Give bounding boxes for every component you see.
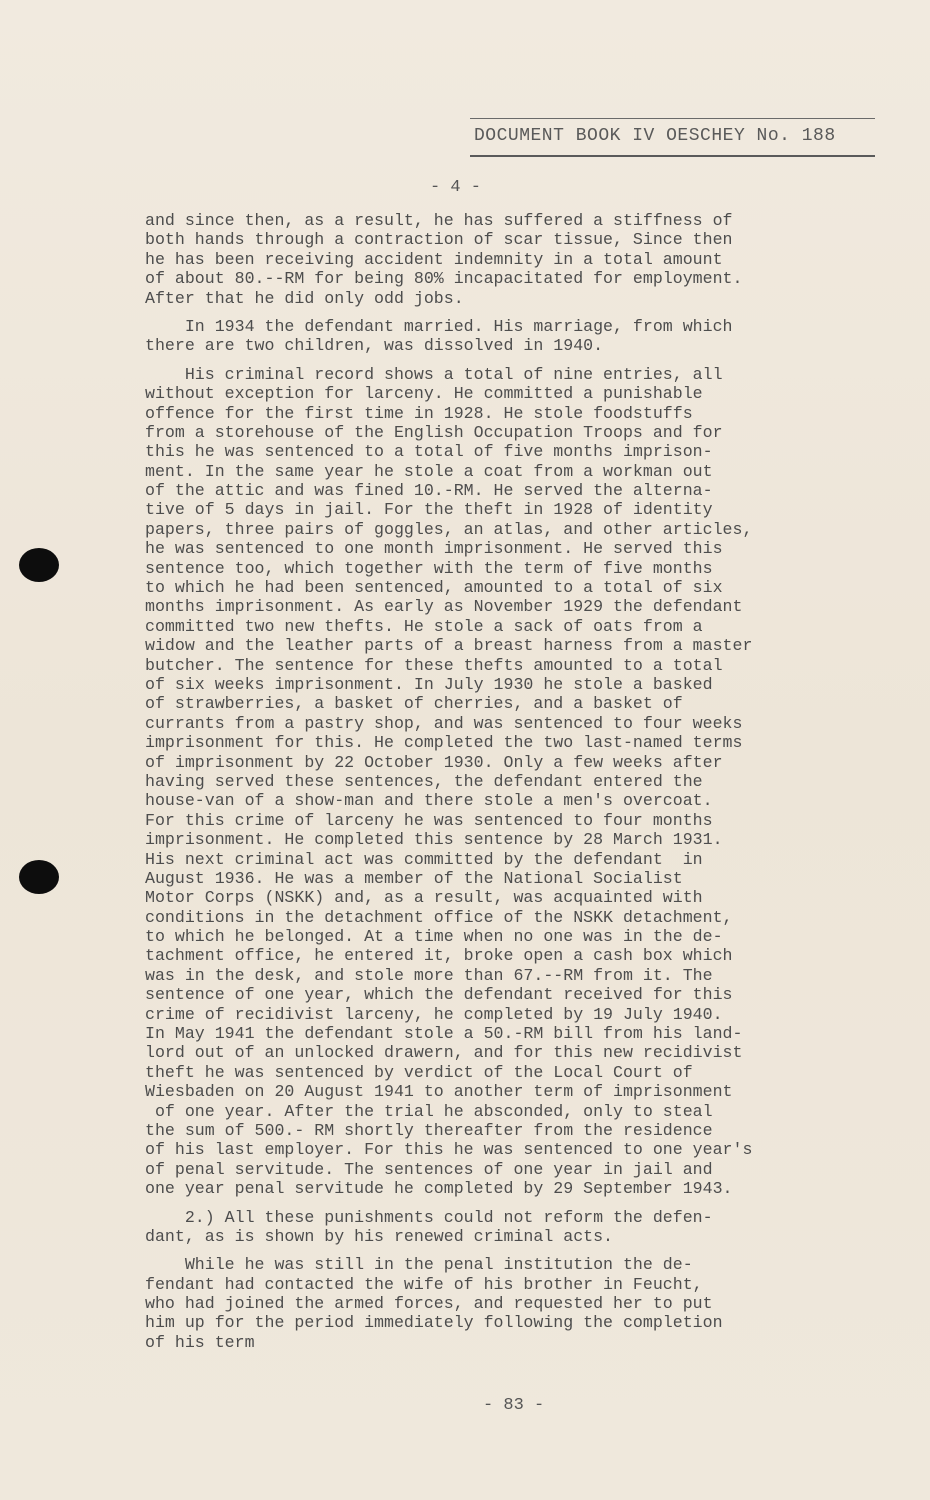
text-line: conditions in the detachment office of the NSKK detachment,: [145, 907, 733, 927]
text-line: of his last employer. For this he was sentenced to one year's: [145, 1140, 753, 1160]
text-line: and since then, as a result, he has suffered a stiffness of: [145, 211, 733, 230]
text-line: one year penal servitude he completed by 29 September 1943.: [145, 1179, 733, 1199]
text-line: In 1934 the defendant married. His marriage, from which: [145, 316, 733, 336]
text-line: from a storehouse of the English Occupation Troops and for: [145, 422, 723, 442]
text-line: currants from a pastry shop, and was sentenced to four weeks: [145, 713, 743, 733]
text-line: of strawberries, a basket of cherries, and a basket of: [145, 694, 683, 714]
text-line: of six weeks imprisonment. In July 1930 he stole a basked: [145, 674, 713, 694]
paragraph: [145, 365, 885, 1199]
text-line: sentence too, which together with the term of five months: [145, 558, 713, 578]
text-line: house-van of a show-man and there stole a men's overcoat.: [145, 791, 713, 811]
body-text: [145, 211, 885, 1352]
paragraph-gap: [145, 1246, 885, 1255]
text-line: August 1936. He was a member of the National Socialist: [145, 868, 683, 888]
paragraph-gap: [145, 308, 885, 317]
text-line: months imprisonment. As early as November 1929 the defendant: [145, 597, 743, 617]
text-line: His next criminal act was committed by the defendant in: [145, 849, 703, 869]
text-line: imprisonment for this. He completed the two last-named terms: [145, 733, 743, 753]
text-line: theft he was sentenced by verdict of the Local Court of: [145, 1062, 693, 1082]
text-line: of about 80.--RM for being 80% incapacitated for employment.: [145, 269, 743, 289]
text-line: lord out of an unlocked drawern, and for this new recidivist: [145, 1043, 743, 1063]
text-line: of one year. After the trial he absconded, only to steal: [145, 1101, 713, 1121]
text-line: crime of recidivist larceny, he completed by 19 July 1940.: [145, 1004, 723, 1024]
text-line: who had joined the armed forces, and requested her to put: [145, 1294, 713, 1314]
text-line: In May 1941 the defendant stole a 50.-RM bill from his land-: [145, 1024, 743, 1044]
text-line: Motor Corps (NSKK) and, as a result, was acquainted with: [145, 888, 703, 908]
text-line: tive of 5 days in jail. For the theft in 1928 of identity: [145, 500, 713, 520]
text-line: he was sentenced to one month imprisonment. He served this: [145, 539, 723, 559]
text-line: His criminal record shows a total of nine entries, all: [145, 364, 723, 384]
text-line: without exception for larceny. He committed a punishable: [145, 384, 703, 404]
text-line: was in the desk, and stole more than 67.--RM from it. The: [145, 965, 713, 985]
text-line: tachment office, he entered it, broke open a cash box which: [145, 946, 733, 966]
text-line: offence for the first time in 1928. He stole foodstuffs: [145, 403, 693, 423]
text-line: For this crime of larceny he was sentenced to four months: [145, 810, 713, 830]
text-line: of imprisonment by 22 October 1930. Only a few weeks after: [145, 752, 723, 772]
text-line: ment. In the same year he stole a coat from a workman out: [145, 461, 713, 481]
text-line: of the attic and was fined 10.-RM. He served the alterna-: [145, 481, 713, 501]
text-line: this he was sentenced to a total of five months imprison-: [145, 442, 713, 462]
text-line: dant, as is shown by his renewed criminal acts.: [145, 1226, 614, 1246]
punch-hole-lower: [19, 860, 59, 894]
text-line: After that he did only odd jobs.: [145, 288, 464, 308]
page-number-footer: - 83 -: [483, 1396, 545, 1415]
text-line: papers, three pairs of goggles, an atlas, and other articles,: [145, 519, 753, 539]
text-line: sentence of one year, which the defendant received for this: [145, 985, 733, 1005]
paragraph: [145, 317, 885, 356]
text-line: 2.) All these punishments could not reform the defen-: [145, 1207, 713, 1227]
text-line: fendant had contacted the wife of his brother in Feucht,: [145, 1274, 703, 1294]
paragraph: [145, 1208, 885, 1247]
text-line: having served these sentences, the defendant entered the: [145, 771, 703, 791]
punch-hole-upper: [19, 548, 59, 582]
text-line: to which he had been sentenced, amounted to a total of six: [145, 578, 723, 598]
text-line: of his term: [145, 1332, 255, 1352]
text-line: both hands through a contraction of scar tissue, Since then: [145, 230, 733, 250]
text-line: of penal servitude. The sentences of one year in jail and: [145, 1159, 713, 1179]
document-header: DOCUMENT BOOK IV OESCHEY No. 188: [474, 126, 836, 146]
text-line: him up for the period immediately following the completion: [145, 1313, 723, 1333]
text-line: he has been receiving accident indemnity in a total amount: [145, 249, 723, 269]
text-line: committed two new thefts. He stole a sack of oats from a: [145, 616, 703, 636]
header-rule-bottom: [470, 155, 875, 157]
paragraph-gap: [145, 356, 885, 365]
text-line: imprisonment. He completed this sentence by 28 March 1931.: [145, 830, 723, 850]
header-rule-top: [470, 118, 875, 119]
text-line: Wiesbaden on 20 August 1941 to another term of imprisonment: [145, 1082, 733, 1102]
text-line: the sum of 500.- RM shortly thereafter from the residence: [145, 1120, 713, 1140]
paragraph: [145, 211, 885, 308]
paragraph-gap: [145, 1199, 885, 1208]
text-line: butcher. The sentence for these thefts amounted to a total: [145, 655, 723, 675]
paragraph: [145, 1255, 885, 1352]
text-line: to which he belonged. At a time when no one was in the de-: [145, 927, 723, 947]
text-line: there are two children, was dissolved in 1940.: [145, 336, 604, 356]
text-line: While he was still in the penal institution the de-: [145, 1255, 693, 1275]
text-line: widow and the leather parts of a breast harness from a master: [145, 636, 753, 656]
page-marker: - 4 -: [430, 178, 482, 197]
